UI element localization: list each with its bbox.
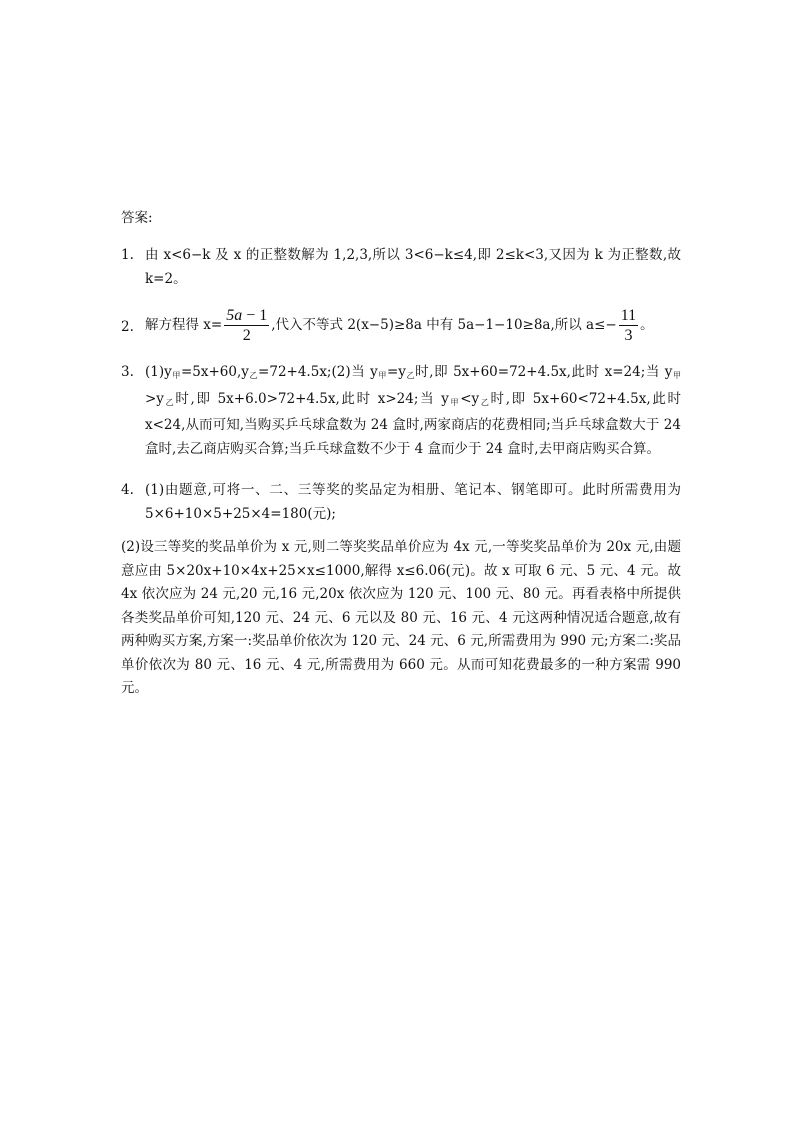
subscript: 甲 bbox=[672, 371, 682, 380]
text-segment: 时,即 5x+6.0>72+4.5x,此时 x>24;当 y bbox=[175, 390, 449, 407]
subscript: 甲 bbox=[448, 397, 461, 407]
text-segment: <y bbox=[460, 390, 480, 407]
text-segment: =72+4.5x;(2)当 y bbox=[258, 364, 378, 380]
answer-heading: 答案: bbox=[121, 210, 153, 226]
item-text: 由 x<6−k 及 x 的正整数解为 1,2,3,所以 3<6−k≤4,即 2≤k<3,又因为 k 为正整数,故 k=2。 bbox=[145, 247, 681, 287]
text-segment: =5x+60,y bbox=[180, 364, 249, 380]
fraction-denominator: 2 bbox=[242, 327, 251, 344]
subscript: 乙 bbox=[479, 397, 491, 407]
fraction-a bbox=[619, 306, 638, 345]
text-segment: =y bbox=[386, 364, 406, 380]
text-segment: 。 bbox=[640, 317, 654, 333]
item-text-part1: (1)由题意,可将一、二、三等奖的奖品定为相册、笔记本、钢笔即可。此时所需费用为 5×6+10×5+25×4=180(元); bbox=[145, 482, 681, 522]
fraction-x bbox=[224, 306, 269, 345]
subscript: 乙 bbox=[248, 371, 259, 380]
fraction-numerator: 11 bbox=[620, 307, 637, 324]
text-segment: ,代入不等式 2(x−5)≥8a 中有 5a−1−10≥8a,所以 a≤− bbox=[271, 317, 617, 333]
subscript: 甲 bbox=[377, 371, 387, 380]
answer-item-2 bbox=[121, 306, 681, 345]
text-segment: (1)y bbox=[145, 364, 172, 380]
answer-item-1 bbox=[121, 244, 681, 291]
text-segment: >y bbox=[145, 390, 164, 407]
item-text bbox=[145, 306, 681, 345]
text-segment: 时,即 5x+60=72+4.5x,此时 x=24;当 y bbox=[415, 364, 673, 380]
item-number: 2. bbox=[121, 319, 134, 335]
subscript: 甲 bbox=[171, 371, 181, 380]
item-number: 1. bbox=[121, 247, 134, 263]
subscript: 乙 bbox=[163, 397, 176, 407]
answer-item-4-part2: (2)设三等奖的奖品单价为 x 元,则二等奖奖品单价应为 4x 元,一等奖奖品单价为 20x 元,由题意应由 5×20x+10×4x+25×x≤1000,解得 x≤6.06(元)。故 x 可取 6 元、5 元、4 元。故 4x 依次应为 24 元,20 元,16 元,20x 依次应为 120 元、100 元、80 元。再看表格中所提供各类奖品单价可知,120 元、24 元、6 元以及 80 元、16 元、4 元这两种情况适合题意,故有两种购买方案,方案一:奖品单价依次为 120 元、24 元、6 元,所需费用为 990 元;方案二:奖品单价依次为 80 元、16 元、4 元,所需费用为 660 元。从而可知花费最多的一种方案需 990 元。 bbox=[121, 539, 681, 696]
answer-item-4 bbox=[121, 479, 681, 526]
fraction-denominator: 3 bbox=[624, 327, 633, 344]
item-number: 3. bbox=[121, 364, 134, 380]
item-number: 4. bbox=[121, 482, 134, 498]
subscript: 乙 bbox=[405, 371, 416, 380]
text-segment: 解方程得 x= bbox=[145, 317, 223, 333]
fraction-numerator-rest: − 1 bbox=[242, 307, 268, 324]
text-segment: 时,即 5x+60<72+4.5x,此时 x<24,从而可知,当购买乒乓球盒数为 24 盒时,两家商店的花费相同;当乒乓球盒数大于 24 盒时,去乙商店购买合算;当乒乓球盒数不少于 4 盒而少于 24 盒时,去甲商店购买合算。 bbox=[145, 390, 682, 457]
item-text bbox=[145, 361, 681, 461]
answer-item-3 bbox=[121, 361, 681, 461]
fraction-numerator-term: 5a bbox=[226, 307, 243, 324]
